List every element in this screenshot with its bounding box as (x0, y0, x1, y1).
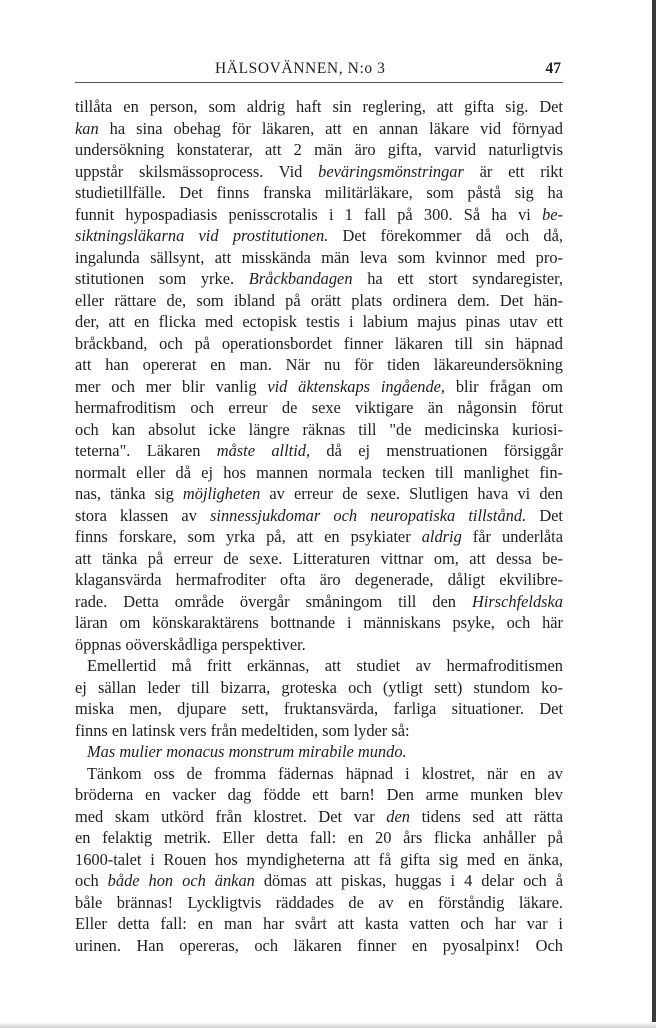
text-line (75, 333, 563, 355)
text-line (75, 655, 563, 677)
text-segment: att han opererat en man. När nu för tiden läkareundersökning (75, 355, 563, 374)
text-line (75, 290, 563, 312)
text-segment: finns forskare, som yrka på, att en psykiater (75, 527, 422, 546)
text-segment: Tänkom oss de fromma fädernas häpnad i klostret, när en av (87, 763, 563, 783)
text-line (75, 634, 563, 656)
text-segment: bröderna en vacker dag födde ett barn! Den arme munken blev (75, 785, 563, 804)
italic-segment: vid äktenskaps ingående, (267, 376, 446, 396)
text-segment: undersökning konstaterar, att 2 män äro gifta, varvid naturligtvis (75, 140, 563, 159)
text-line (75, 935, 563, 957)
text-segment: är ett rikt (463, 161, 564, 181)
text-line (75, 161, 563, 183)
text-line (75, 483, 563, 505)
text-segment: och (75, 871, 108, 890)
text-segment: rade. Detta område övergår småningom till den (75, 591, 472, 611)
text-segment: att tänka på erreur de sexe. Litteraturen vittnar om, att dessa be- (75, 548, 563, 568)
text-line (75, 763, 563, 785)
italic-segment: aldrig (421, 527, 462, 546)
text-segment: läran om könskaraktärens bottnande i människans psyke, och här (75, 613, 563, 632)
text-segment: nas, tänka sig (75, 484, 183, 503)
italic-segment: Bråckbandagen (248, 269, 353, 288)
text-line (75, 311, 563, 333)
page-edge (652, 0, 656, 1028)
text-segment: Emellertid må fritt erkännas, att studiet av hermafroditismen (87, 656, 563, 675)
text-line (75, 720, 563, 742)
text-segment: får underlåta (461, 527, 563, 546)
page-number: 47 (545, 60, 561, 77)
text-line (75, 612, 563, 634)
italic-segment: möjligheten (182, 484, 261, 503)
text-line (75, 247, 563, 269)
italic-segment: kan (75, 118, 99, 138)
text-line (75, 870, 563, 892)
text-line (75, 462, 563, 484)
text-line (75, 118, 563, 140)
text-line (75, 849, 563, 871)
italic-segment: den (386, 806, 410, 826)
text-segment: ej sällan leder till bizarra, groteska och (ytligt sett) stundom ko- (75, 677, 563, 697)
text-line (75, 139, 563, 161)
text-line (75, 827, 563, 849)
text-segment: stora klassen av (75, 505, 211, 525)
text-segment: miska men, djupare sett, fruktansvärda, farliga situationer. Det (75, 699, 563, 718)
text-segment: bråckband, och på operationsbordet finner läkaren till sin häpnad (75, 333, 563, 353)
text-segment: dömas att piskas, huggas i 4 delar och å (254, 871, 564, 890)
text-line (75, 182, 563, 204)
italic-segment: sinnessjukdomar och neuropatiska tillstånd. (210, 505, 527, 525)
text-line (75, 806, 563, 828)
running-title: HÄLSOVÄNNEN, N:o 3 (215, 60, 386, 77)
text-line (75, 591, 563, 613)
text-segment: eller rättare de, som ibland på orätt plats ordinera dem. Det hän- (75, 290, 563, 310)
text-segment: teterna". Läkaren (75, 441, 217, 460)
page-bottom-edge (0, 1022, 656, 1028)
text-segment: der, att en flicka med ectopisk testis i labium majus pinas utav ett (75, 312, 563, 331)
text-line (75, 225, 563, 247)
text-line (75, 913, 563, 935)
text-segment: Det förekommer då och då, (328, 226, 564, 245)
text-line (75, 677, 563, 699)
text-segment: funnit hypospadiasis penisscrotalis i 1 fall på 300. Så ha vi (75, 204, 543, 224)
text-segment: normalt eller då ej hos mannen normala tecken till manlighet fin- (75, 462, 563, 482)
italic-segment: måste alltid, (216, 441, 311, 460)
text-line (75, 569, 563, 591)
text-line (75, 376, 563, 398)
text-segment: urinen. Han opereras, och läkaren finner en pyosalpinx! Och (75, 935, 563, 955)
text-line (75, 204, 563, 226)
text-line (75, 526, 563, 548)
text-line (75, 505, 563, 527)
text-segment: med skam utkörd från klostret. Det var (75, 806, 387, 826)
italic-segment: både hon och änkan (107, 871, 255, 890)
text-segment: ha sina obehag för läkaren, att en annan läkare vid förnyad (98, 118, 563, 138)
body-text (75, 96, 563, 956)
text-segment: då ej menstruationen försiggår (310, 441, 563, 460)
text-segment: klagansvärda hermafroditer ofta äro degenerade, dåligt ekvilibre- (75, 570, 563, 589)
text-segment: mer och mer blir vanlig (75, 376, 268, 396)
text-line (75, 784, 563, 806)
text-segment: blir frågan om (445, 376, 563, 396)
text-segment: Det (526, 505, 563, 525)
italic-segment: siktningsläkarna vid prostitutionen. (75, 226, 329, 245)
text-line (75, 741, 563, 763)
text-segment: stitutionen som yrke. (75, 269, 249, 288)
text-segment: öppnas oöverskådliga perspektiver. (75, 634, 306, 654)
text-line (75, 96, 563, 118)
text-line (75, 397, 563, 419)
italic-segment: Mas mulier monacus monstrum mirabile mundo. (87, 742, 407, 761)
italic-segment: be- (542, 204, 563, 224)
text-line (75, 419, 563, 441)
text-segment: 1600-talet i Rouen hos myndigheterna att få gifta sig med en änka, (75, 849, 563, 869)
italic-segment: Hirschfeldska (471, 591, 563, 611)
italic-segment: beväringsmönstringar (318, 161, 464, 181)
text-segment: Eller detta fall: en man har svårt att kasta vatten och har var i (75, 914, 563, 933)
text-line (75, 354, 563, 376)
text-segment: båle brännas! Lyckligtvis räddades de av en förståndig läkare. (75, 892, 563, 912)
text-segment: en felaktig metrik. Eller detta fall: en 20 års flicka anhåller på (75, 828, 563, 847)
text-segment: av erreur de sexe. Slutligen hava vi den (260, 484, 563, 503)
text-segment: och kan absolut icke längre räknas till "de medicinska kuriosi- (75, 419, 563, 439)
text-segment: uppstår skilsmässoprocess. Vid (75, 161, 319, 181)
text-segment: hermafroditism och erreur de sexe viktigare än någonsin förut (75, 398, 563, 417)
text-segment: tidens sed att rätta (409, 806, 564, 826)
text-segment: ha ett stort syndaregister, (352, 269, 564, 288)
page-header (75, 60, 563, 83)
text-line (75, 440, 563, 462)
text-line (75, 268, 563, 290)
text-segment: ingalunda sällsynt, att misskända män leva som kvinnor med pro- (75, 247, 563, 267)
text-segment: finns en latinsk vers från medeltiden, som lyder så: (75, 720, 410, 740)
text-line (75, 548, 563, 570)
text-segment: studietillfälle. Det finns franska militärläkare, som påstå sig ha (75, 183, 563, 202)
text-line (75, 698, 563, 720)
text-segment: tillåta en person, som aldrig haft sin reglering, att gifta sig. Det (75, 97, 563, 116)
text-line (75, 892, 563, 914)
